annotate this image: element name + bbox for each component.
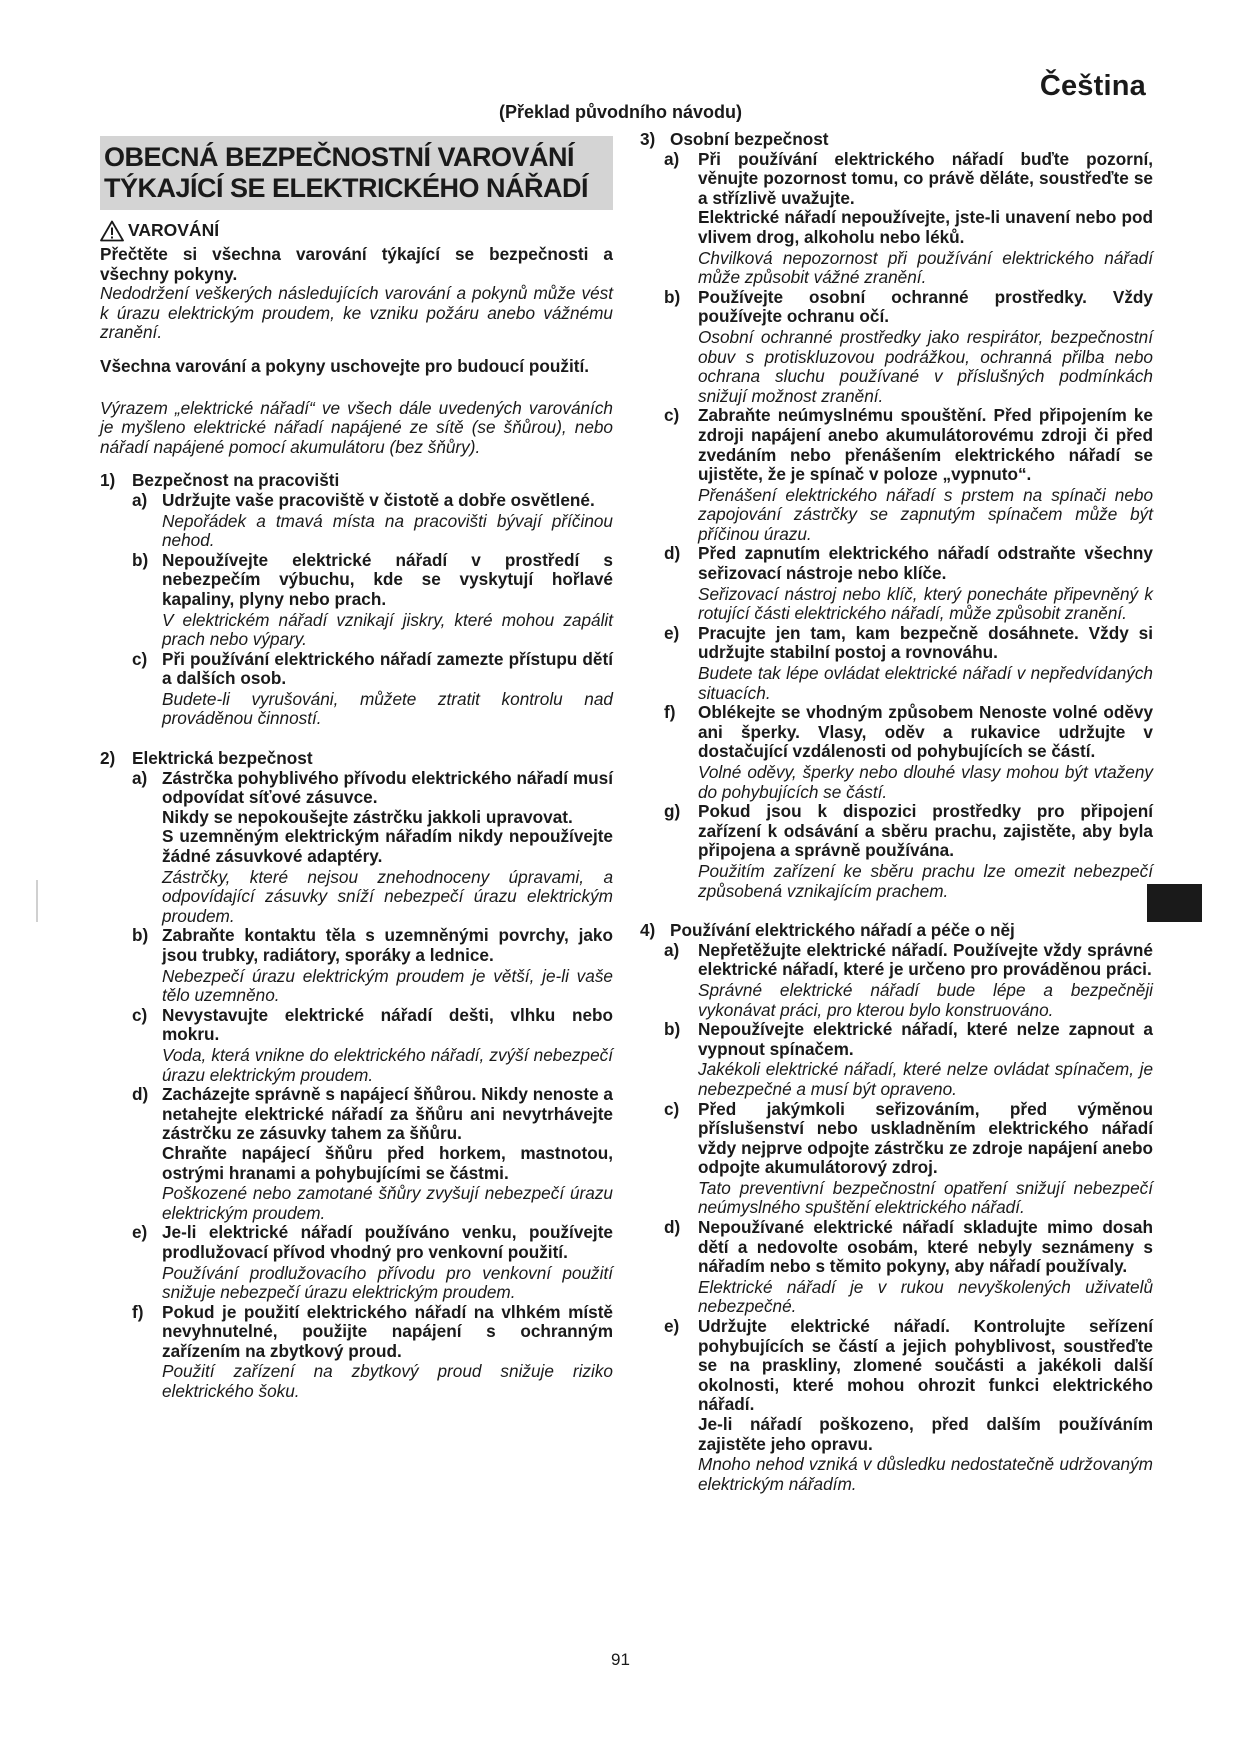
term-definition: Výrazem „elektrické nářadí“ ve všech dále uvedených varováních je myšleno elektrické nářadí napájené ze sítě (se šňůrou), nebo nářadí napájené pomocí akumulátoru (bez šňůry). [100,397,613,457]
document-subtitle: (Překlad původního návodu) [498,102,742,122]
list-item: a) Nepřetěžujte elektrické nářadí. Používejte vždy správné elektrické nářadí, které je určeno pro prováděnou práci. Správné elektrické nářadí bude lépe a bezpečněji vykonávat práci, pro kterou bylo konstruováno. [664,939,1153,1020]
right-column [640,130,1153,1494]
list-item: a) Při používání elektrického nářadí buďte pozorní, věnujte pozornost tomu, co právě děláte, soustřeďte se a střízlivě uvažujte. Elektrické nářadí nepoužívejte, jste-li unavení nebo pod vlivem drog, alkoholu nebo léků. Chvilková nepozornost při používání elektrického nářadí může způsobit vážné zranění. [664,148,1153,288]
section-title: 2) Elektrická bezpečnost [100,748,313,769]
language-tab-marker [1147,884,1202,922]
list-item: e) Pracujte jen tam, kam bezpečně dosáhnete. Vždy si udržujte stabilní postoj a rovnováhu. Budete tak lépe ovládat elektrické nářadí v nepředvídaných situacích. [664,622,1153,703]
section-title: 4) Používání elektrického nářadí a péče o něj [640,920,1015,941]
page-number: 91 [611,1650,630,1669]
list-item: f) Oblékejte se vhodným způsobem Nenoste volné oděvy ani šperky. Vlasy, oděv a rukavice udržujte v dostačující vzdálenosti od pohybujících se částí. Volné oděvy, šperky nebo dlouhé vlasy mohou být vtaženy do pohybujících se částí. [664,702,1153,802]
list-item: d) Nepoužívané elektrické nářadí skladujte mimo dosah dětí a nedovolte osobám, které nebyly seznámeny s nářadím nebo s těmito pokyny, aby nářadí používaly. Elektrické nářadí je v rukou nevyškolených uživatelů nebezpečné. [664,1217,1153,1317]
list-item: d) Zacházejte správně s napájecí šňůrou. Nikdy nenoste a netahejte elektrické nářadí za šňůru ani nevytrhávejte zástrčku ze zásuvky tahem za šňůru. Chraňte napájecí šňůru před horkem, mastnotou, ostrými hranami a pohybujícími se částmi. Poškozené nebo zamotané šňůry zvyšují nebezpečí úrazu elektrickým proudem. [132,1084,613,1223]
warning-title [100,220,613,242]
section-title: 3) Osobní bezpečnost [640,129,829,149]
language-label: Čeština [1039,70,1146,102]
section-title: 1) Bezpečnost na pracovišti [100,470,340,491]
list-item: b) Nepoužívejte elektrické nářadí, které nelze zapnout a vypnout spínačem. Jakékoli elektrické nářadí, které nelze ovládat spínačem, je nebezpečné a musí být opraveno. [664,1019,1153,1099]
list-item: c) Nevystavujte elektrické nářadí dešti, vlhku nebo mokru. Voda, která vnikne do elektrického nářadí, zvýší nebezpečí úrazu elektrickým proudem. [132,1004,613,1085]
list-item: g) Pokud jsou k dispozici prostředky pro připojení zařízení k odsávání a sběru prachu, zajistěte, aby byla připojena a správně používána. Použitím zařízení ke sběru prachu lze omezit nebezpečí způsobená vznikajícím prachem. [664,801,1153,901]
list-item: c) Zabraňte neúmyslnému spouštění. Před připojením ke zdroji napájení anebo akumulátorovému zdroji či před zvedáním nebo přenášením elektrického nářadí se ujistěte, že je spínač v poloze „vypnuto“. Přenášení elektrického nářadí s prstem na spínači nebo zapojování zástrčky se zapnutým spínačem může být příčinou úrazu. [664,405,1153,544]
intro-bold: Přečtěte si všechna varování týkající se bezpečnosti a všechny pokyny. [100,244,613,284]
list-item: c) Při používání elektrického nářadí zamezte přístupu dětí a dalších osob. Budete-li vyrušováni, můžete ztratit kontrolu nad prováděnou činností. [132,648,613,729]
list-item: c) Před jakýmkoli seřizováním, před výměnou příslušenství nebo uskladněním elektrického nářadí vždy nejprve odpojte zástrčku ze zdroje napájení anebo odpojte akumulátorový zdroj. Tato preventivní bezpečnostní opatření snižují nebezpečí neúmyslného spuštění elektrického nářadí. [664,1098,1153,1218]
section-1 [100,471,613,729]
left-column [100,132,613,1402]
intro-italic: Nedodržení veškerých následujících varování a pokynů může vést k úrazu elektrickým proudem, ke vzniku požáru anebo vážnému zranění. [100,283,613,343]
keep-instructions: Všechna varování a pokyny uschovejte pro budoucí použití. [100,355,589,376]
section-heading: OBECNÁ BEZPEČNOSTNÍ VAROVÁNÍ TÝKAJÍCÍ SE ELEKTRICKÉHO NÁŘADÍ [100,136,613,210]
section-4 [640,921,1153,1494]
warning-triangle-icon [100,220,124,242]
section-3 [640,130,1153,901]
list-item: a) Zástrčka pohyblivého přívodu elektrického nářadí musí odpovídat síťové zásuvce. Nikdy se nepokoušejte zástrčku jakkoli upravovat. S uzemněným elektrickým nářadím nikdy nepoužívejte žádné zásuvkové adaptéry. Zástrčky, které nejsou znehodnoceny úpravami, a odpovídající zásuvky sníží nebezpečí úrazu elektrickým proudem. [132,767,613,926]
list-item: e) Udržujte elektrické nářadí. Kontrolujte seřízení pohybujících se částí a jejich pohyblivost, soustřeďte se na praskliny, zlomené součásti a jakékoli další okolnosti, které mohou ohrozit funkci elektrického nářadí. Je-li nářadí poškozeno, před dalším používáním zajistěte jeho opravu. Mnoho nehod vzniká v důsledku nedostatečně udržovaným elektrickým nářadím. [664,1316,1153,1494]
list-item: b) Zabraňte kontaktu těla s uzemněnými povrchy, jako jsou trubky, radiátory, sporáky a lednice. Nebezpečí úrazu elektrickým proudem je větší, je-li vaše tělo uzemněno. [132,925,613,1006]
section-2 [100,749,613,1402]
list-item: a) Udržujte vaše pracoviště v čistotě a dobře osvětlené. Nepořádek a tmavá místa na pracovišti bývají příčinou nehod. [132,489,613,551]
list-item: e) Je-li elektrické nářadí používáno venku, používejte prodlužovací přívod vhodný pro venkovní použití. Používání prodlužovacího přívodu pro venkovní použití snižuje nebezpečí úrazu elektrickým proudem. [132,1222,613,1303]
margin-mark [36,880,38,922]
list-item: d) Před zapnutím elektrického nářadí odstraňte všechny seřizovací nástroje nebo klíče. Seřizovací nástroj nebo klíč, který ponecháte připevněný k rotující části elektrického nářadí, může způsobit zranění. [664,543,1153,624]
list-item: b) Nepoužívejte elektrické nářadí v prostředí s nebezpečím výbuchu, kde se vyskytují hořlavé kapaliny, plyny nebo prach. V elektrickém nářadí vznikají jiskry, které mohou zapálit prach nebo výpary. [132,549,613,650]
list-item: f) Pokud je použití elektrického nářadí na vlhkém místě nevyhnutelné, použijte napájení s ochranným zařízením na zbytkový proud. Použití zařízení na zbytkový proud snižuje riziko elektrického šoku. [132,1301,613,1402]
warning-title-text: VAROVÁNÍ [128,220,220,241]
list-item: b) Používejte osobní ochranné prostředky. Vždy používejte ochranu očí. Osobní ochranné prostředky jako respirátor, bezpečnostní obuv s protiskluzovou podrážkou, ochranná přilba nebo ochrana sluchu používané v příslušných podmínkách snižují možnost zranění. [664,286,1153,406]
